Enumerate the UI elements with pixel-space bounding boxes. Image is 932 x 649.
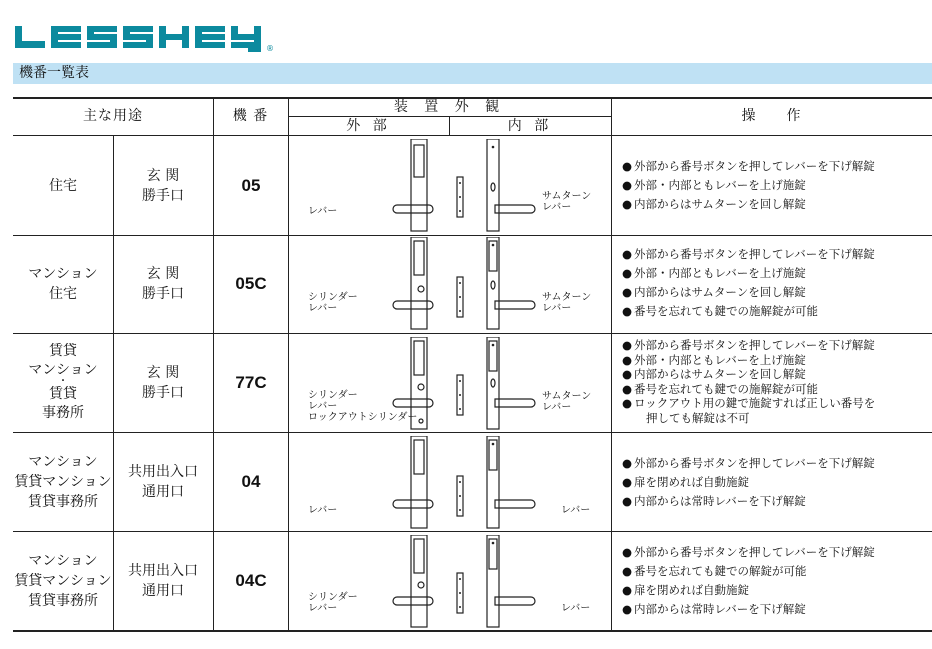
row5-outside-label: シリンダー レバー — [308, 592, 358, 614]
row3-usage-sub: 玄 関 勝手口 — [142, 365, 184, 401]
row4-model-number: 04 — [241, 472, 261, 491]
row1-usage-main: 住宅 — [49, 178, 77, 194]
row2-lock-diagram — [383, 237, 543, 331]
section-title: 機番一覧表 — [19, 65, 89, 81]
row5-usage-main: マンション 賃貸マンション 賃貸事務所 — [14, 553, 112, 609]
row4-lock-diagram — [383, 436, 543, 530]
header-appearance: 装 置 外 観 — [393, 99, 506, 115]
row4-usage-sub: 共用出入口 通用口 — [128, 464, 198, 500]
row3-lock-diagram — [383, 337, 543, 431]
row5-operations: ● 外部から番号ボタンを押してレバーを下げ解錠 ● 番号を忘れても鍵での解錠が可能 ● 扉を閉めれば自動施錠 ● 内部からは常時レバーを下げ解錠 — [622, 545, 875, 616]
row4-operations: ● 外部から番号ボタンを押してレバーを下げ解錠 ● 扉を閉めれば自動施錠 ● 内部からは常時レバーを下げ解錠 — [622, 456, 875, 508]
row2-model-number: 05C — [235, 274, 267, 293]
row4-inside-label: レバー — [561, 505, 591, 516]
brand-logo — [14, 20, 314, 54]
row2-usage-main: マンション 住宅 — [28, 266, 98, 302]
row2-operations: ● 外部から番号ボタンを押してレバーを下げ解錠 ● 外部・内部ともレバーを上げ施錠 ● 内部からはサムターンを回し解錠 ● 番号を忘れても鍵での施解錠が可能 — [622, 247, 875, 318]
header-usage: 主な用途 — [83, 108, 143, 124]
row5-inside-label: レバー — [561, 603, 591, 614]
row5-lock-diagram — [383, 535, 543, 629]
row1-inside-label: サムターン レバー — [542, 191, 592, 213]
header-outside: 外 部 — [346, 118, 391, 134]
row2-outside-label: シリンダー レバー — [308, 292, 358, 314]
row3-model-number: 77C — [235, 373, 267, 392]
section-header-bar — [13, 63, 932, 84]
row3-usage-main: 賃貸 マンション ・ 賃貸 事務所 — [28, 343, 98, 421]
model-list-table — [13, 97, 932, 633]
row5-usage-sub: 共用出入口 通用口 — [128, 563, 198, 599]
row3-inside-label: サムターン レバー — [542, 391, 592, 413]
row2-inside-label: サムターン レバー — [542, 292, 592, 314]
row4-outside-label: レバー — [308, 505, 338, 516]
row5-model-number: 04C — [235, 571, 267, 590]
row1-outside-label: レバー — [308, 206, 338, 217]
header-inside: 内 部 — [507, 118, 553, 134]
header-model: 機 番 — [232, 108, 269, 124]
registered-mark: ® — [266, 44, 274, 53]
header-operation: 操 作 — [741, 108, 802, 124]
row1-model-number: 05 — [241, 176, 261, 195]
row3-operations: ● 外部から番号ボタンを押してレバーを下げ解錠 ● 外部・内部ともレバーを上げ施錠 ● 内部からはサムターンを回し解錠 ● 番号を忘れても鍵での施解錠が可能 ● ロックアウト用の鍵で施錠すれば正しい番号を 押しても解錠は不可 — [622, 338, 876, 425]
row1-operations: ● 外部から番号ボタンを押してレバーを下げ解錠 ● 外部・内部ともレバーを上げ施錠 ● 内部からはサムターンを回し解錠 — [622, 159, 875, 211]
row1-lock-diagram — [383, 139, 543, 233]
row1-usage-sub: 玄 関 勝手口 — [142, 168, 184, 204]
row2-usage-sub: 玄 関 勝手口 — [142, 266, 184, 302]
row4-usage-main: マンション 賃貸マンション 賃貸事務所 — [14, 454, 112, 510]
row3-outside-label: シリンダー レバー ロックアウトシリンダー — [308, 390, 418, 423]
